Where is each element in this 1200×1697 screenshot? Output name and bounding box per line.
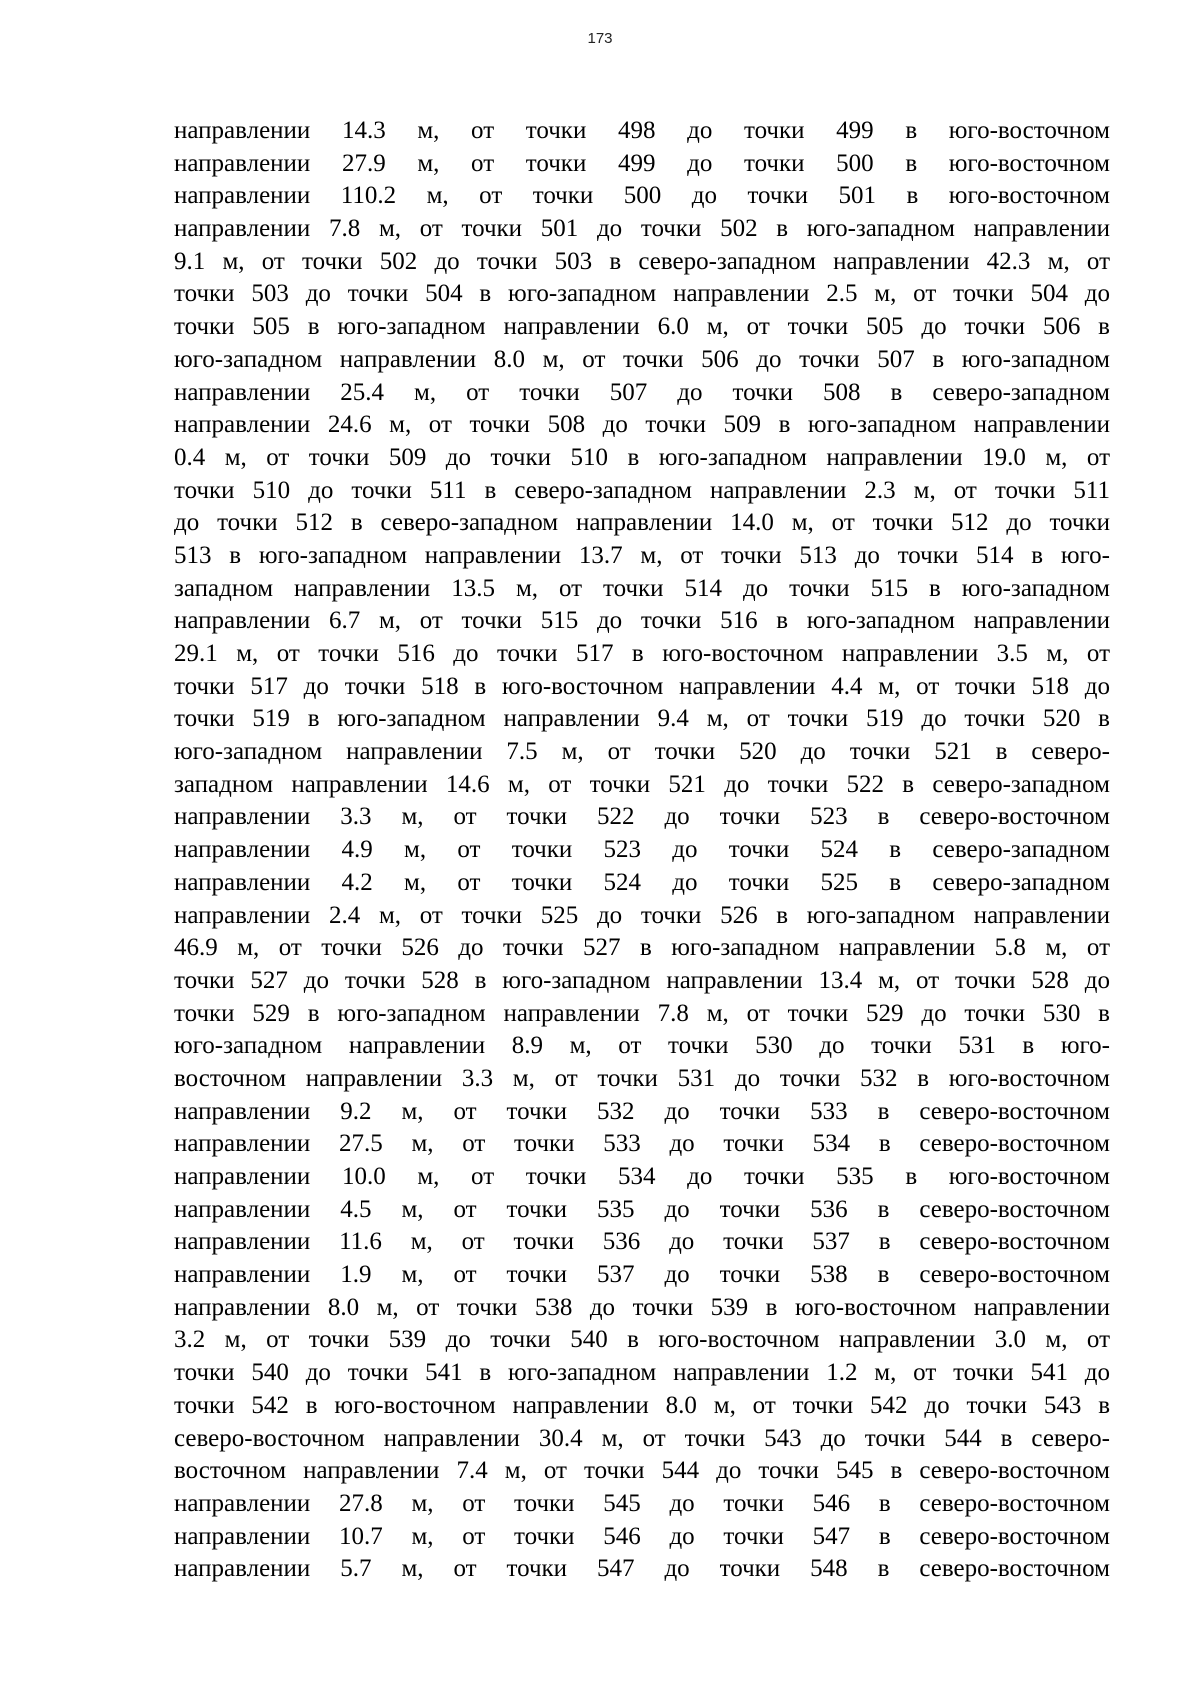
text-line: до точки 512 в северо-западном направлении 14.0 м, от точки 512 до точки — [174, 509, 1110, 537]
text-line: точки 527 до точки 528 в юго-западном направлении 13.4 м, от точки 528 до — [174, 966, 1110, 994]
text-line: направлении 11.6 м, от точки 536 до точки 537 в северо-восточном — [174, 1228, 1110, 1256]
text-line: направлении 5.7 м, от точки 547 до точки 548 в северо-восточном — [174, 1555, 1110, 1583]
text-line: точки 519 в юго-западном направлении 9.4 м, от точки 519 до точки 520 в — [174, 705, 1110, 733]
text-line: 29.1 м, от точки 516 до точки 517 в юго-восточном направлении 3.5 м, от — [174, 640, 1110, 667]
text-line: направлении 10.0 м, от точки 534 до точки 535 в юго-восточном — [174, 1163, 1110, 1190]
text-line: точки 542 в юго-восточном направлении 8.0 м, от точки 542 до точки 543 в — [174, 1391, 1110, 1419]
text-line: 0.4 м, от точки 509 до точки 510 в юго-западном направлении 19.0 м, от — [174, 443, 1110, 471]
text-line: направлении 14.3 м, от точки 498 до точки 499 в юго-восточном — [174, 117, 1110, 144]
text-line: направлении 9.2 м, от точки 532 до точки 533 в северо-восточном — [174, 1097, 1110, 1125]
text-line: направлении 7.8 м, от точки 501 до точки 502 в юго-западном направлении — [174, 215, 1110, 243]
text-line: направлении 1.9 м, от точки 537 до точки 538 в северо-восточном — [174, 1261, 1110, 1289]
text-line: северо-восточном направлении 30.4 м, от точки 543 до точки 544 в северо- — [174, 1424, 1110, 1452]
text-line: направлении 4.9 м, от точки 523 до точки 524 в северо-западном — [174, 836, 1110, 864]
text-line: точки 517 до точки 518 в юго-восточном направлении 4.4 м, от точки 518 до — [174, 672, 1110, 700]
text-line: точки 510 до точки 511 в северо-западном направлении 2.3 м, от точки 511 — [174, 476, 1110, 504]
text-line: западном направлении 13.5 м, от точки 514 до точки 515 в юго-западном — [174, 574, 1110, 602]
text-line: направлении 2.4 м, от точки 525 до точки 526 в юго-западном направлении — [174, 901, 1110, 929]
text-line: 9.1 м, от точки 502 до точки 503 в северо-западном направлении 42.3 м, от — [174, 247, 1110, 275]
text-line: точки 529 в юго-западном направлении 7.8 м, от точки 529 до точки 530 в — [174, 999, 1110, 1027]
text-line: юго-западном направлении 7.5 м, от точки 520 до точки 521 в северо- — [174, 738, 1110, 766]
text-line: направлении 8.0 м, от точки 538 до точки 539 в юго-восточном направлении — [174, 1293, 1110, 1321]
text-line: точки 505 в юго-западном направлении 6.0 м, от точки 505 до точки 506 в — [174, 313, 1110, 341]
text-line: юго-западном направлении 8.0 м, от точки 506 до точки 507 в юго-западном — [174, 345, 1110, 373]
text-line: направлении 24.6 м, от точки 508 до точки 509 в юго-западном направлении — [174, 411, 1110, 439]
text-line: точки 540 до точки 541 в юго-западном направлении 1.2 м, от точки 541 до — [174, 1359, 1110, 1387]
text-line: 513 в юго-западном направлении 13.7 м, от точки 513 до точки 514 в юго- — [174, 541, 1110, 569]
text-line: направлении 110.2 м, от точки 500 до точки 501 в юго-восточном — [174, 182, 1110, 210]
text-line: юго-западном направлении 8.9 м, от точки 530 до точки 531 в юго- — [174, 1032, 1110, 1060]
text-line: восточном направлении 7.4 м, от точки 544 до точки 545 в северо-восточном — [174, 1457, 1110, 1485]
body-paragraph — [174, 115, 1110, 1586]
page-number: 173 — [587, 30, 613, 47]
text-line: западном направлении 14.6 м, от точки 521 до точки 522 в северо-западном — [174, 770, 1110, 798]
text-line: направлении 10.7 м, от точки 546 до точки 547 в северо-восточном — [174, 1522, 1110, 1550]
text-line: направлении 3.3 м, от точки 522 до точки 523 в северо-восточном — [174, 803, 1110, 831]
text-line: точки 503 до точки 504 в юго-западном направлении 2.5 м, от точки 504 до — [174, 280, 1110, 308]
text-line: 3.2 м, от точки 539 до точки 540 в юго-восточном направлении 3.0 м, от — [174, 1326, 1110, 1354]
text-line: направлении 4.2 м, от точки 524 до точки 525 в северо-западном — [174, 868, 1110, 896]
text-line: направлении 27.5 м, от точки 533 до точки 534 в северо-восточном — [174, 1130, 1110, 1158]
text-line: 46.9 м, от точки 526 до точки 527 в юго-западном направлении 5.8 м, от — [174, 934, 1110, 962]
text-line: направлении 27.8 м, от точки 545 до точки 546 в северо-восточном — [174, 1489, 1110, 1517]
text-line: направлении 4.5 м, от точки 535 до точки 536 в северо-восточном — [174, 1195, 1110, 1223]
text-line: восточном направлении 3.3 м, от точки 531 до точки 532 в юго-восточном — [174, 1064, 1110, 1092]
text-line: направлении 27.9 м, от точки 499 до точки 500 в юго-восточном — [174, 149, 1110, 177]
text-line: направлении 6.7 м, от точки 515 до точки 516 в юго-западном направлении — [174, 607, 1110, 635]
text-line: направлении 25.4 м, от точки 507 до точки 508 в северо-западном — [174, 378, 1110, 406]
